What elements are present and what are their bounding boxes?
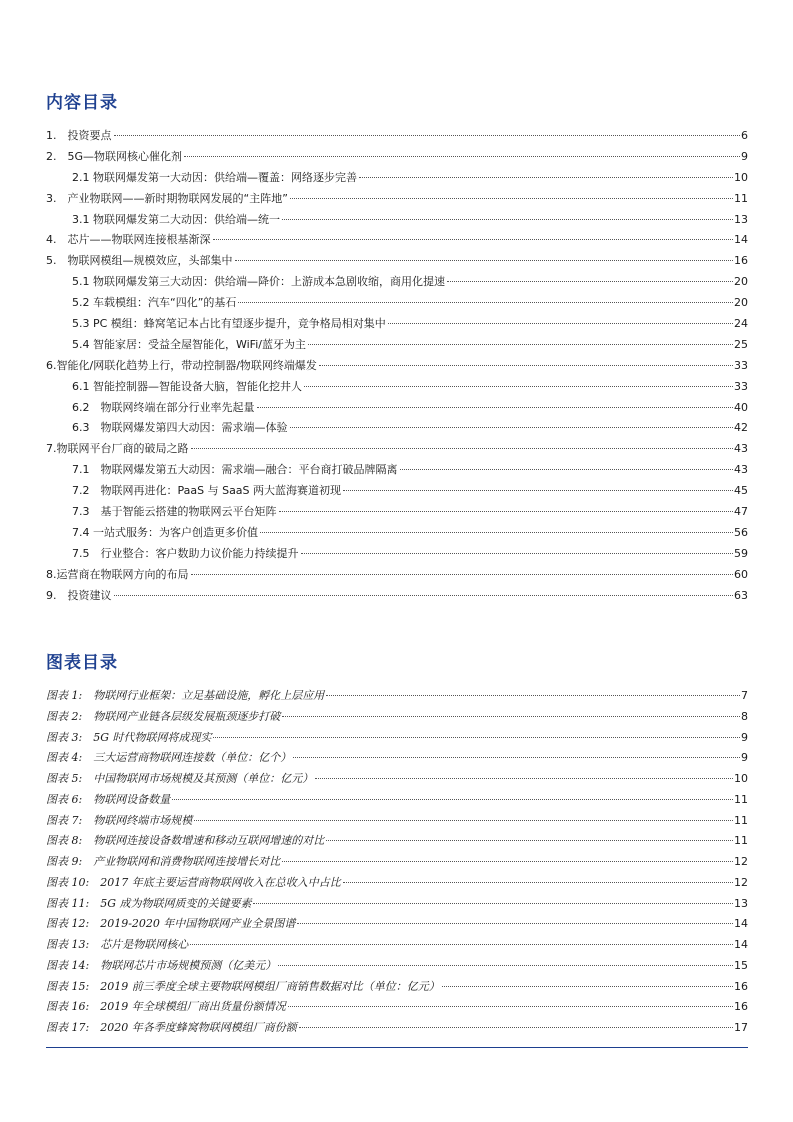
toc-entry-label: 3. 产业物联网——新时期物联网发展的“主阵地” — [46, 189, 289, 210]
toc-entry-page-number: 25 — [734, 337, 748, 351]
figure-entry[interactable] — [0, 914, 748, 935]
toc-entry-page-number: 14 — [734, 233, 748, 247]
dot-leader — [297, 912, 733, 924]
figure-entry-label: 图表 9: 产业物联网和消费物联网连接增长对比 — [46, 852, 281, 873]
toc-entry[interactable] — [0, 439, 748, 460]
dot-leader — [290, 416, 734, 428]
dot-leader — [299, 1016, 733, 1028]
dot-leader — [114, 124, 741, 136]
toc-entry-page-number: 56 — [734, 525, 748, 539]
figure-entry[interactable] — [0, 831, 748, 852]
dot-leader — [293, 746, 740, 758]
toc-entry-label: 8.运营商在物联网方向的布局 — [46, 565, 190, 586]
toc-entry[interactable] — [0, 168, 748, 189]
dot-leader — [184, 145, 740, 157]
dot-leader — [190, 933, 733, 945]
dot-leader — [279, 500, 734, 512]
figure-entry[interactable] — [0, 728, 748, 749]
toc-entry-page-number: 20 — [734, 296, 748, 310]
figure-entry[interactable] — [0, 894, 748, 915]
dot-leader — [238, 291, 733, 303]
figure-entry-label: 图表 6: 物联网设备数量 — [46, 790, 171, 811]
toc-entry-page-number: 20 — [734, 275, 748, 289]
figure-entry-label: 图表 12: 2019-2020 年中国物联网产业全景图谱 — [46, 914, 296, 935]
figure-entry[interactable] — [0, 686, 748, 707]
dot-leader — [194, 809, 733, 821]
figure-entry-page-number: 10 — [734, 772, 748, 785]
toc-entry[interactable] — [0, 210, 748, 231]
toc-entry[interactable] — [0, 502, 748, 523]
toc-entry-page-number: 33 — [734, 358, 748, 372]
figure-entry-label: 图表 15: 2019 前三季度全球主要物联网模组厂商销售数据对比（单位：亿元） — [46, 977, 441, 998]
toc-entry-label: 2. 5G—物联网核心催化剂 — [46, 147, 183, 168]
figure-entry-page-number: 11 — [734, 834, 748, 848]
dot-leader — [304, 375, 733, 387]
figure-entry-page-number: 13 — [734, 896, 748, 910]
toc-entry[interactable] — [0, 126, 748, 147]
toc-entry[interactable] — [0, 523, 748, 544]
dot-leader — [326, 684, 740, 696]
figure-entry-label: 图表 10: 2017 年底主要运营商物联网收入在总收入中占比 — [46, 873, 342, 894]
dot-leader — [114, 584, 734, 596]
dot-leader — [288, 995, 733, 1007]
toc-entry[interactable] — [0, 586, 748, 607]
dot-leader — [191, 437, 734, 449]
toc-entry-page-number: 47 — [734, 505, 748, 519]
toc-entry[interactable] — [0, 189, 748, 210]
figure-entry-page-number: 8 — [741, 709, 748, 723]
toc-entry[interactable] — [0, 356, 748, 377]
toc-list — [0, 126, 793, 606]
toc-entry-page-number: 24 — [734, 317, 748, 331]
figure-entry-page-number: 12 — [734, 855, 748, 868]
toc-entry-page-number: 33 — [734, 379, 748, 393]
toc-entry[interactable] — [0, 230, 748, 251]
toc-entry-label: 7.1 物联网爆发第五大动因：需求端—融合：平台商打破品牌隔离 — [72, 460, 399, 481]
figure-entry-page-number: 16 — [734, 1000, 748, 1014]
dot-leader — [282, 208, 733, 220]
dot-leader — [235, 249, 734, 261]
figure-entry-label: 图表 11: 5G 成为物联网质变的关键要素 — [46, 894, 252, 915]
toc-entry-label: 6.智能化/网联化趋势上行，带动控制器/物联网终端爆发 — [46, 356, 318, 377]
toc-entry-page-number: 11 — [734, 191, 748, 205]
dot-leader — [278, 954, 733, 966]
dot-leader — [447, 270, 733, 282]
toc-entry-page-number: 63 — [734, 588, 748, 602]
toc-entry[interactable] — [0, 147, 748, 168]
toc-entry-label: 4. 芯片——物联网连接根基渐深 — [46, 230, 212, 251]
toc-entry-page-number: 42 — [734, 421, 748, 435]
dot-leader — [388, 312, 733, 324]
figure-entry[interactable] — [0, 769, 748, 790]
figure-entry[interactable] — [0, 873, 748, 894]
toc-entry-label: 1. 投资要点 — [46, 126, 113, 147]
toc-entry-label: 7.物联网平台厂商的破局之路 — [46, 439, 190, 460]
toc-entry-label: 9. 投资建议 — [46, 586, 113, 607]
figure-entry-page-number: 11 — [734, 792, 748, 806]
toc-entry-page-number: 43 — [734, 442, 748, 456]
dot-leader — [213, 228, 734, 240]
toc-entry[interactable] — [0, 544, 748, 565]
figure-index-heading: 图表目录 — [46, 653, 118, 673]
toc-entry[interactable] — [0, 565, 748, 586]
toc-entry[interactable] — [0, 335, 748, 356]
figure-entry[interactable] — [0, 790, 748, 811]
figure-entry[interactable] — [0, 748, 748, 769]
dot-leader — [400, 458, 734, 470]
figure-entry-label: 图表 13: 芯片是物联网核心 — [46, 935, 189, 956]
dot-leader — [319, 354, 733, 366]
toc-entry-page-number: 16 — [734, 254, 748, 268]
toc-entry-label: 5.1 物联网爆发第三大动因：供给端—降价：上游成本急剧收缩，商用化提速 — [72, 272, 446, 293]
figure-entry-label: 图表 8: 物联网连接设备数增速和移动互联网增速的对比 — [46, 831, 325, 852]
toc-entry[interactable] — [0, 460, 748, 481]
dot-leader — [343, 871, 733, 883]
figure-entry-label: 图表 2: 物联网产业链各层级发展瓶颈逐步打破 — [46, 707, 281, 728]
figure-entry-label: 图表 7: 物联网终端市场规模 — [46, 811, 193, 832]
figure-entry[interactable] — [0, 707, 748, 728]
toc-entry-label: 6.3 物联网爆发第四大动因：需求端—体验 — [72, 418, 289, 439]
figure-entry-page-number: 9 — [741, 751, 748, 765]
figure-entry-page-number: 15 — [734, 958, 748, 972]
toc-entry[interactable] — [0, 377, 748, 398]
figure-entry-page-number: 12 — [734, 875, 748, 889]
toc-entry-page-number: 60 — [734, 567, 748, 581]
toc-entry-page-number: 13 — [734, 212, 748, 226]
toc-entry-page-number: 6 — [741, 129, 748, 142]
figure-entry-page-number: 9 — [741, 730, 748, 744]
dot-leader — [326, 829, 733, 841]
footer-divider — [46, 1047, 748, 1048]
toc-entry[interactable] — [0, 272, 748, 293]
figure-entry[interactable] — [0, 852, 748, 873]
figure-entry[interactable] — [0, 977, 748, 998]
toc-entry-page-number: 45 — [734, 484, 748, 498]
toc-entry-page-number: 10 — [734, 170, 748, 184]
toc-entry-label: 5.3 PC 模组：蜂窝笔记本占比有望逐步提升，竞争格局相对集中 — [72, 314, 387, 335]
figure-entry[interactable] — [0, 997, 748, 1018]
toc-entry-page-number: 40 — [734, 400, 748, 414]
toc-entry-label: 6.2 物联网终端在部分行业率先起量 — [72, 398, 256, 419]
dot-leader — [308, 333, 733, 345]
toc-entry[interactable] — [0, 398, 748, 419]
figure-entry[interactable] — [0, 956, 748, 977]
figure-entry-label: 图表 3: 5G 时代物联网将成现实 — [46, 728, 212, 749]
figure-entry-label: 图表 17: 2020 年各季度蜂窝物联网模组厂商份额 — [46, 1018, 298, 1039]
toc-entry-label: 7.3 基于智能云搭建的物联网云平台矩阵 — [72, 502, 278, 523]
figure-entry[interactable] — [0, 1018, 748, 1039]
figure-entry-label: 图表 16: 2019 年全球模组厂商出货量份额情况 — [46, 997, 287, 1018]
dot-leader — [172, 788, 733, 800]
dot-leader — [191, 563, 734, 575]
figure-entry-page-number: 14 — [734, 917, 748, 931]
figure-entry[interactable] — [0, 935, 748, 956]
toc-entry[interactable] — [0, 481, 748, 502]
figure-entry-page-number: 17 — [734, 1021, 748, 1034]
toc-entry-page-number: 43 — [734, 463, 748, 477]
dot-leader — [290, 187, 733, 199]
toc-entry-label: 3.1 物联网爆发第二大动因：供给端—统一 — [72, 210, 281, 231]
dot-leader — [359, 166, 733, 178]
figure-entry-page-number: 11 — [734, 813, 748, 827]
dot-leader — [253, 892, 733, 904]
toc-entry[interactable] — [0, 418, 748, 439]
toc-entry-page-number: 59 — [734, 546, 748, 560]
figure-entry[interactable] — [0, 811, 748, 832]
figure-entry-page-number: 16 — [734, 979, 748, 993]
toc-entry-label: 7.4 一站式服务：为客户创造更多价值 — [72, 523, 259, 544]
dot-leader — [282, 850, 733, 862]
figure-entry-label: 图表 4: 三大运营商物联网连接数（单位：亿个） — [46, 748, 292, 769]
figure-entry-label: 图表 14: 物联网芯片市场规模预测（亿美元） — [46, 956, 277, 977]
dot-leader — [301, 542, 734, 554]
dot-leader — [213, 726, 740, 738]
toc-entry[interactable] — [0, 293, 748, 314]
dot-leader — [282, 705, 740, 717]
toc-entry-label: 7.2 物联网再进化：PaaS 与 SaaS 两大蓝海赛道初现 — [72, 481, 342, 502]
toc-entry-label: 6.1 智能控制器—智能设备大脑，智能化挖井人 — [72, 377, 303, 398]
figure-entry-page-number: 14 — [734, 938, 748, 951]
figure-entry-label: 图表 5: 中国物联网市场规模及其预测（单位：亿元） — [46, 769, 314, 790]
toc-entry[interactable] — [0, 314, 748, 335]
figure-entry-page-number: 7 — [741, 689, 748, 702]
toc-entry-label: 7.5 行业整合：客户数助力议价能力持续提升 — [72, 544, 300, 565]
toc-entry-label: 5.2 车载模组：汽车“四化”的基石 — [72, 293, 237, 314]
dot-leader — [442, 975, 733, 987]
toc-entry-label: 5.4 智能家居：受益全屋智能化，WiFi/蓝牙为主 — [72, 335, 307, 356]
toc-entry-label: 2.1 物联网爆发第一大动因：供给端—覆盖：网络逐步完善 — [72, 168, 358, 189]
figure-entry-label: 图表 1: 物联网行业框架：立足基础设施，孵化上层应用 — [46, 686, 325, 707]
figure-index-list — [0, 686, 793, 1039]
toc-entry-page-number: 9 — [741, 149, 748, 163]
dot-leader — [315, 767, 733, 779]
toc-entry[interactable] — [0, 251, 748, 272]
toc-heading: 内容目录 — [46, 93, 118, 113]
dot-leader — [257, 396, 734, 408]
dot-leader — [343, 479, 733, 491]
dot-leader — [260, 521, 733, 533]
toc-entry-label: 5. 物联网模组—规模效应，头部集中 — [46, 251, 234, 272]
